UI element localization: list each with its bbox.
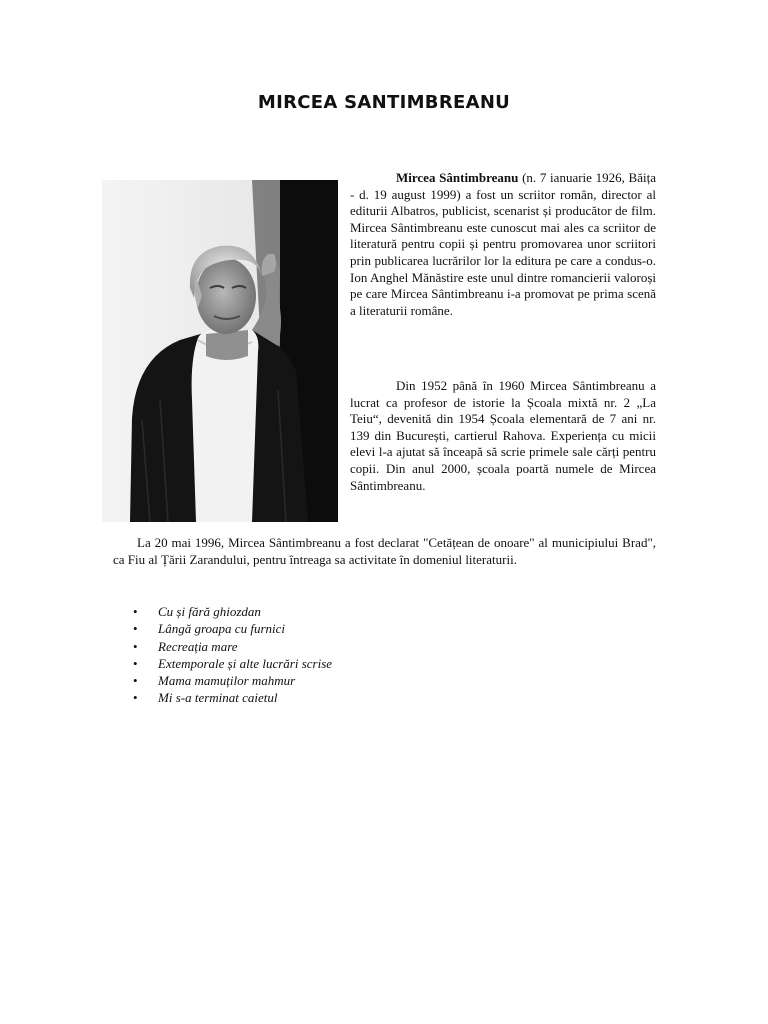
work-title: Cu și fără ghiozdan — [158, 604, 261, 619]
intro-text: (n. 7 ianuarie 1926, Băița - d. 19 august 1999) a fost un scriitor român, director al editurii Albatros, publicist, scenarist și producător de film. Mircea Sântimbreanu este cunoscut mai ales ca scriitor de literatură pentru copii și pentru promovarea unor scriitori prin publicarea lucrărilor lor la editura pe care a condus-o. Ion Anghel Mănăstire este unul dintre romancierii valoroși pe care Mircea Sântimbreanu i-a promovat pe prima scenă a literaturii române. — [350, 170, 656, 318]
list-item — [113, 638, 332, 655]
bullet: • — [133, 621, 138, 637]
work-title: Extemporale și alte lucrări scrise — [158, 655, 333, 671]
author-portrait — [102, 180, 338, 522]
author-name: Mircea Sântimbreanu — [396, 170, 519, 185]
works-list — [113, 603, 332, 707]
work-title: Recreația mare — [158, 638, 238, 654]
bullet: • — [133, 638, 138, 654]
list-item — [113, 672, 332, 689]
list-item — [113, 655, 332, 672]
bullet: • — [133, 690, 138, 706]
portrait-photo — [102, 180, 338, 522]
work-title: Lângă groapa cu furnici — [158, 621, 285, 637]
honor-paragraph: La 20 mai 1996, Mircea Sântimbreanu a fost declarat "Cetățean de onoare" al municipiului Brad", ca Fiu al Țării Zarandului, pentru întreaga sa activitate în domeniul literaturii. — [113, 535, 656, 567]
bullet: • — [133, 604, 138, 619]
bullet: • — [133, 673, 138, 689]
list-item — [113, 620, 332, 637]
intro-paragraph — [350, 170, 656, 319]
career-paragraph: Din 1952 până în 1960 Mircea Sântimbreanu a lucrat ca profesor de istorie la Școala mixtă nr. 2 „La Teiu“, devenită din 1954 Școala elementară de 7 ani nr. 139 din București, cartierul Rahova. Experiența cu micii elevi l-a ajutat să înceapă să scrie primele sale cărți pentru copii. Din anul 2000, școala poartă numele de Mircea Sântimbreanu. — [350, 378, 656, 493]
bullet: • — [133, 655, 138, 671]
list-item — [113, 689, 332, 706]
work-title: Mi s-a terminat caietul — [158, 690, 278, 706]
page-title: MIRCEA SANTIMBREANU — [257, 92, 511, 113]
work-title: Mama mamuților mahmur — [158, 673, 296, 689]
list-item — [113, 603, 332, 620]
